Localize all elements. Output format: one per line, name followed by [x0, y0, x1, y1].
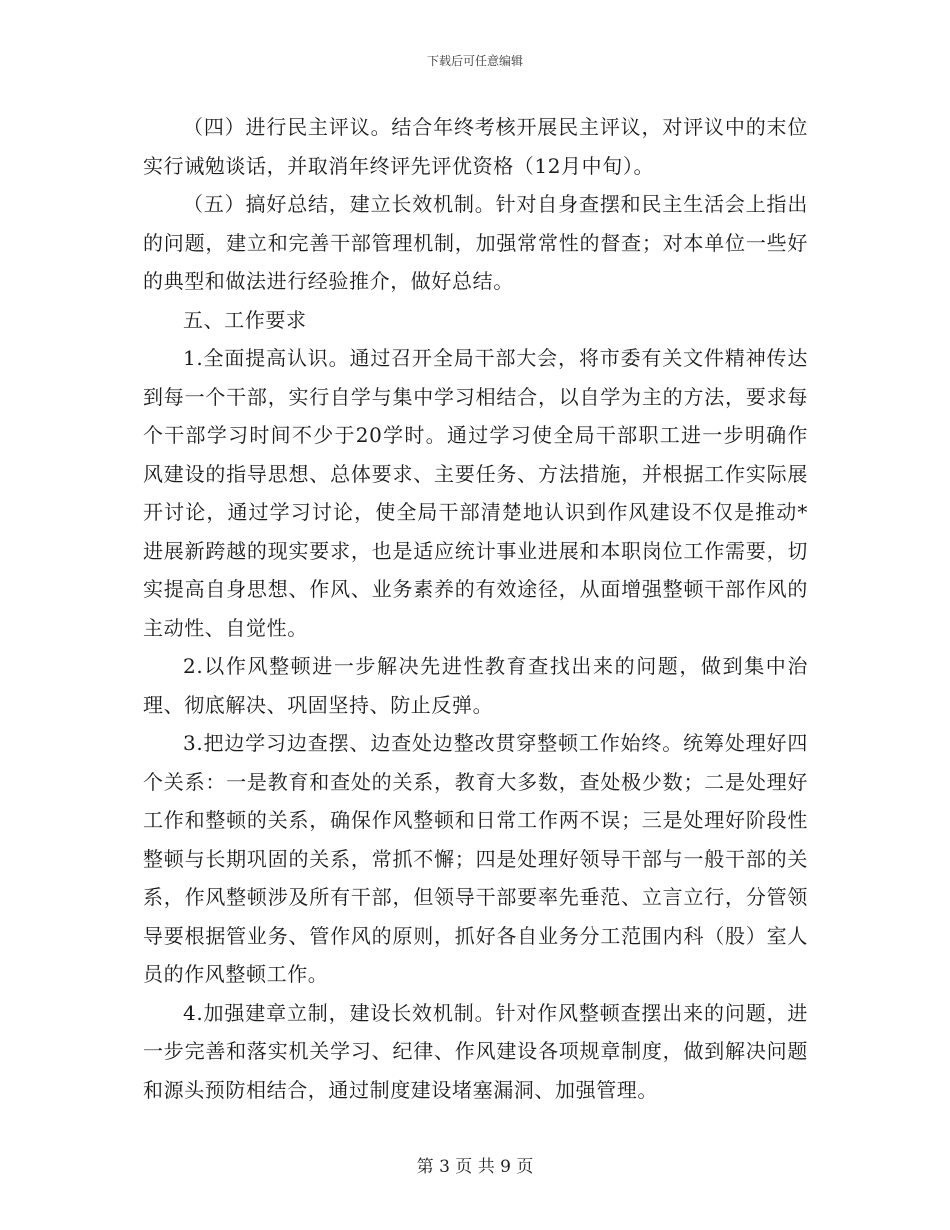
- paragraph-requirement-4: 4.加强建章立制，建设长效机制。针对作风整顿查摆出来的问题，进一步完善和落实机关学习、纪律、作风建设各项规章制度，做到解决问题和源头预防相结合，通过制度建设堵塞漏洞、加强管理。: [143, 1000, 808, 1102]
- paragraph-requirement-2: 2.以作风整顿进一步解决先进性教育查找出来的问题，做到集中治理、彻底解决、巩固坚持、防止反弹。: [143, 654, 808, 717]
- section-heading-work-requirements: 五、工作要求: [183, 307, 307, 332]
- paragraph-summary: （五）搞好总结，建立长效机制。针对自身查摆和民主生活会上指出的问题，建立和完善干部管理机制，加强常常性的督查；对本单位一些好的典型和做法进行经验推介，做好总结。: [143, 192, 808, 293]
- page-header: 下载后可任意编辑: [426, 54, 523, 68]
- paragraph-evaluation: （四）进行民主评议。结合年终考核开展民主评议，对评议中的末位实行诫勉谈话，并取消年终评先评优资格（12月中旬）。: [143, 115, 808, 178]
- document-body: [143, 108, 808, 1109]
- page-footer: 第 3 页 共 9 页: [416, 1157, 534, 1177]
- paragraph-requirement-1: 1.全面提高认识。通过召开全局干部大会，将市委有关文件精神传达到每一个干部，实行自学与集中学习相结合，以自学为主的方法，要求每个干部学习时间不少于20学时。通过学习使全局干部职工进一步明确作风建设的指导思想、总体要求、主要任务、方法措施，并根据工作实际展开讨论，通过学习讨论，使全局干部清楚地认识到作风建设不仅是推动*进展新跨越的现实要求，也是适应统计事业进展和本职岗位工作需要，切实提高自身思想、作风、业务素养的有效途径，从面增强整顿干部作风的主动性、自觉性。: [143, 346, 808, 640]
- paragraph-requirement-3: 3.把边学习边查摆、边查处边整改贯穿整顿工作始终。统筹处理好四个关系：一是教育和查处的关系，教育大多数，查处极少数；二是处理好工作和整顿的关系，确保作风整顿和日常工作两不误；三是处理好阶段性整顿与长期巩固的关系，常抓不懈；四是处理好领导干部与一般干部的关系，作风整顿涉及所有干部，但领导干部要率先垂范、立言立行，分管领导要根据管业务、管作风的原则，抓好各自业务分工范围内科（股）室人员的作风整顿工作。: [143, 731, 808, 986]
